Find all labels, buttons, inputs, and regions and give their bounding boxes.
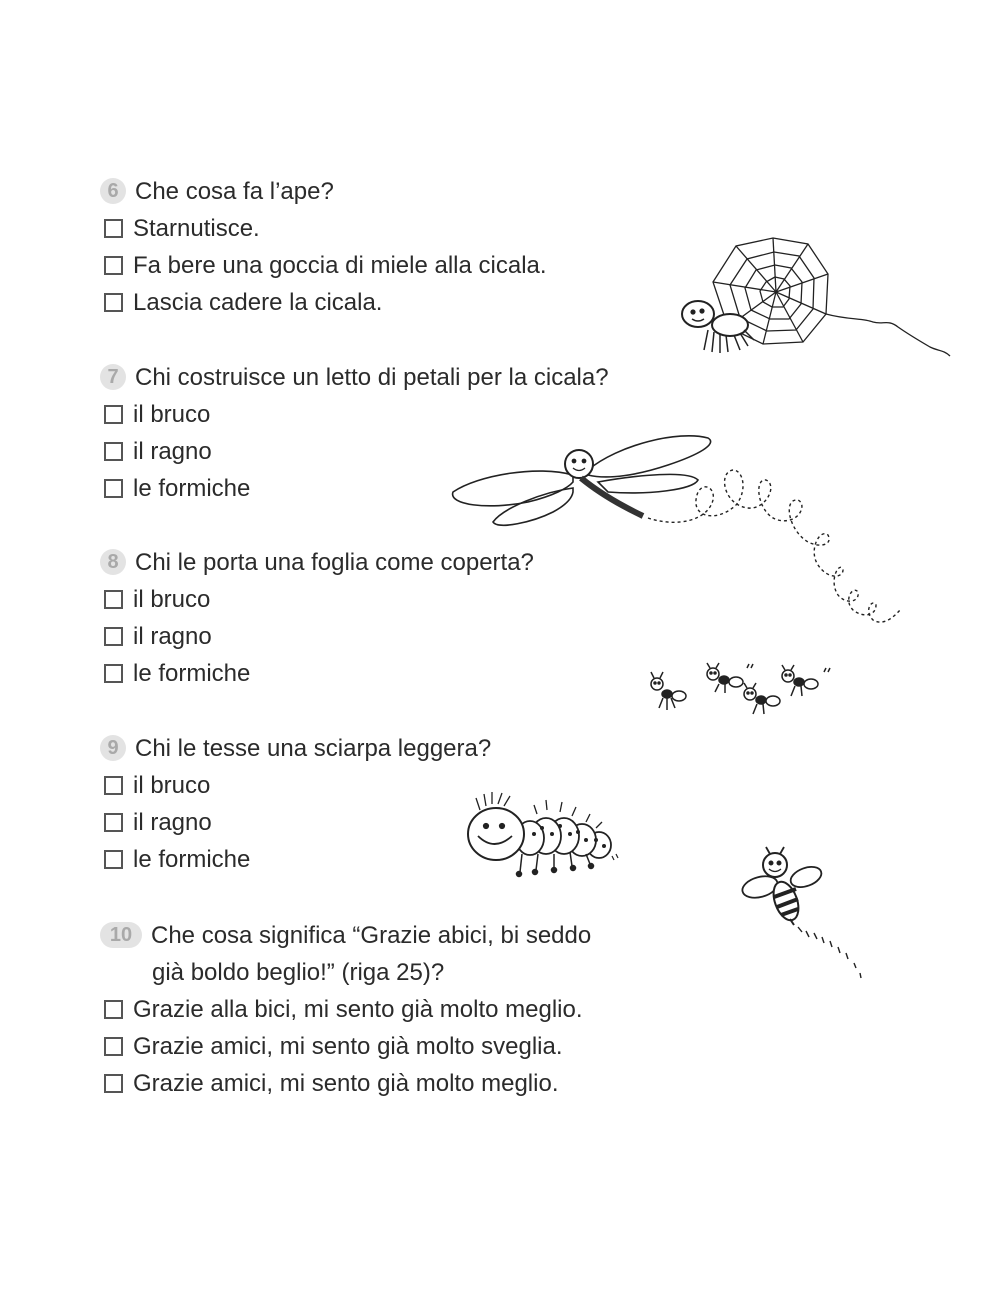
question-header xyxy=(100,730,720,767)
question-10 xyxy=(100,917,720,1102)
bee-icon xyxy=(738,845,873,985)
answer-option[interactable] xyxy=(100,804,720,841)
caterpillar-illustration xyxy=(462,790,622,882)
question-text: Chi le porta una foglia come coperta? xyxy=(135,549,534,576)
answer-option[interactable] xyxy=(100,247,720,284)
option-label: le formiche xyxy=(133,660,251,687)
checkbox[interactable] xyxy=(104,627,123,646)
checkbox[interactable] xyxy=(104,219,123,238)
checkbox[interactable] xyxy=(104,479,123,498)
question-9 xyxy=(100,730,720,878)
answer-option[interactable] xyxy=(100,655,720,692)
checkbox[interactable] xyxy=(104,405,123,424)
option-label: Fa bere una goccia di miele alla cicala. xyxy=(133,252,547,279)
spider-web-illustration xyxy=(668,232,953,362)
ants-illustration xyxy=(645,662,835,732)
option-label: Grazie amici, mi sento già molto meglio. xyxy=(133,1070,559,1097)
question-6 xyxy=(100,173,720,321)
question-number: 9 xyxy=(100,735,126,761)
option-label: il bruco xyxy=(133,772,211,799)
question-text: Chi le tesse una sciarpa leggera? xyxy=(135,735,492,762)
option-label: il bruco xyxy=(133,586,211,613)
answer-option[interactable] xyxy=(100,841,720,878)
answer-option[interactable] xyxy=(100,1065,720,1102)
ants-icon xyxy=(645,662,835,732)
dragonfly-illustration xyxy=(448,430,908,645)
option-label: il ragno xyxy=(133,623,212,650)
checkbox[interactable] xyxy=(104,776,123,795)
option-label: Starnutisce. xyxy=(133,215,260,242)
bee-illustration xyxy=(738,845,873,985)
question-header xyxy=(100,917,720,954)
answer-option[interactable] xyxy=(100,210,720,247)
option-label: Grazie alla bici, mi sento già molto meglio. xyxy=(133,996,583,1023)
question-header xyxy=(100,173,720,210)
option-label: le formiche xyxy=(133,846,251,873)
checkbox[interactable] xyxy=(104,256,123,275)
checkbox[interactable] xyxy=(104,1037,123,1056)
answer-option[interactable] xyxy=(100,284,720,321)
checkbox[interactable] xyxy=(104,813,123,832)
question-header xyxy=(100,359,720,396)
question-text: Che cosa significa “Grazie abici, bi seddo xyxy=(151,922,592,949)
option-label: il ragno xyxy=(133,809,212,836)
question-number: 7 xyxy=(100,364,126,390)
checkbox[interactable] xyxy=(104,1074,123,1093)
question-text: Che cosa fa l’ape? xyxy=(135,178,334,205)
option-label: le formiche xyxy=(133,475,251,502)
caterpillar-icon xyxy=(462,790,622,882)
checkbox[interactable] xyxy=(104,442,123,461)
option-label: il ragno xyxy=(133,438,212,465)
answer-option[interactable] xyxy=(100,396,720,433)
checkbox[interactable] xyxy=(104,590,123,609)
spider-icon xyxy=(668,232,953,362)
question-number: 6 xyxy=(100,178,126,204)
answer-option[interactable] xyxy=(100,767,720,804)
option-label: Lascia cadere la cicala. xyxy=(133,289,383,316)
dragonfly-icon xyxy=(448,430,908,645)
option-label: il bruco xyxy=(133,401,211,428)
checkbox[interactable] xyxy=(104,664,123,683)
checkbox[interactable] xyxy=(104,850,123,869)
checkbox[interactable] xyxy=(104,293,123,312)
option-label: Grazie amici, mi sento già molto sveglia. xyxy=(133,1033,563,1060)
question-text-line2: già boldo beglio!” (riga 25)? xyxy=(152,959,445,986)
question-text: Chi costruisce un letto di petali per la cicala? xyxy=(135,364,609,391)
question-number: 10 xyxy=(100,922,142,948)
question-number: 8 xyxy=(100,549,126,575)
checkbox[interactable] xyxy=(104,1000,123,1019)
answer-option[interactable] xyxy=(100,1028,720,1065)
answer-option[interactable] xyxy=(100,991,720,1028)
